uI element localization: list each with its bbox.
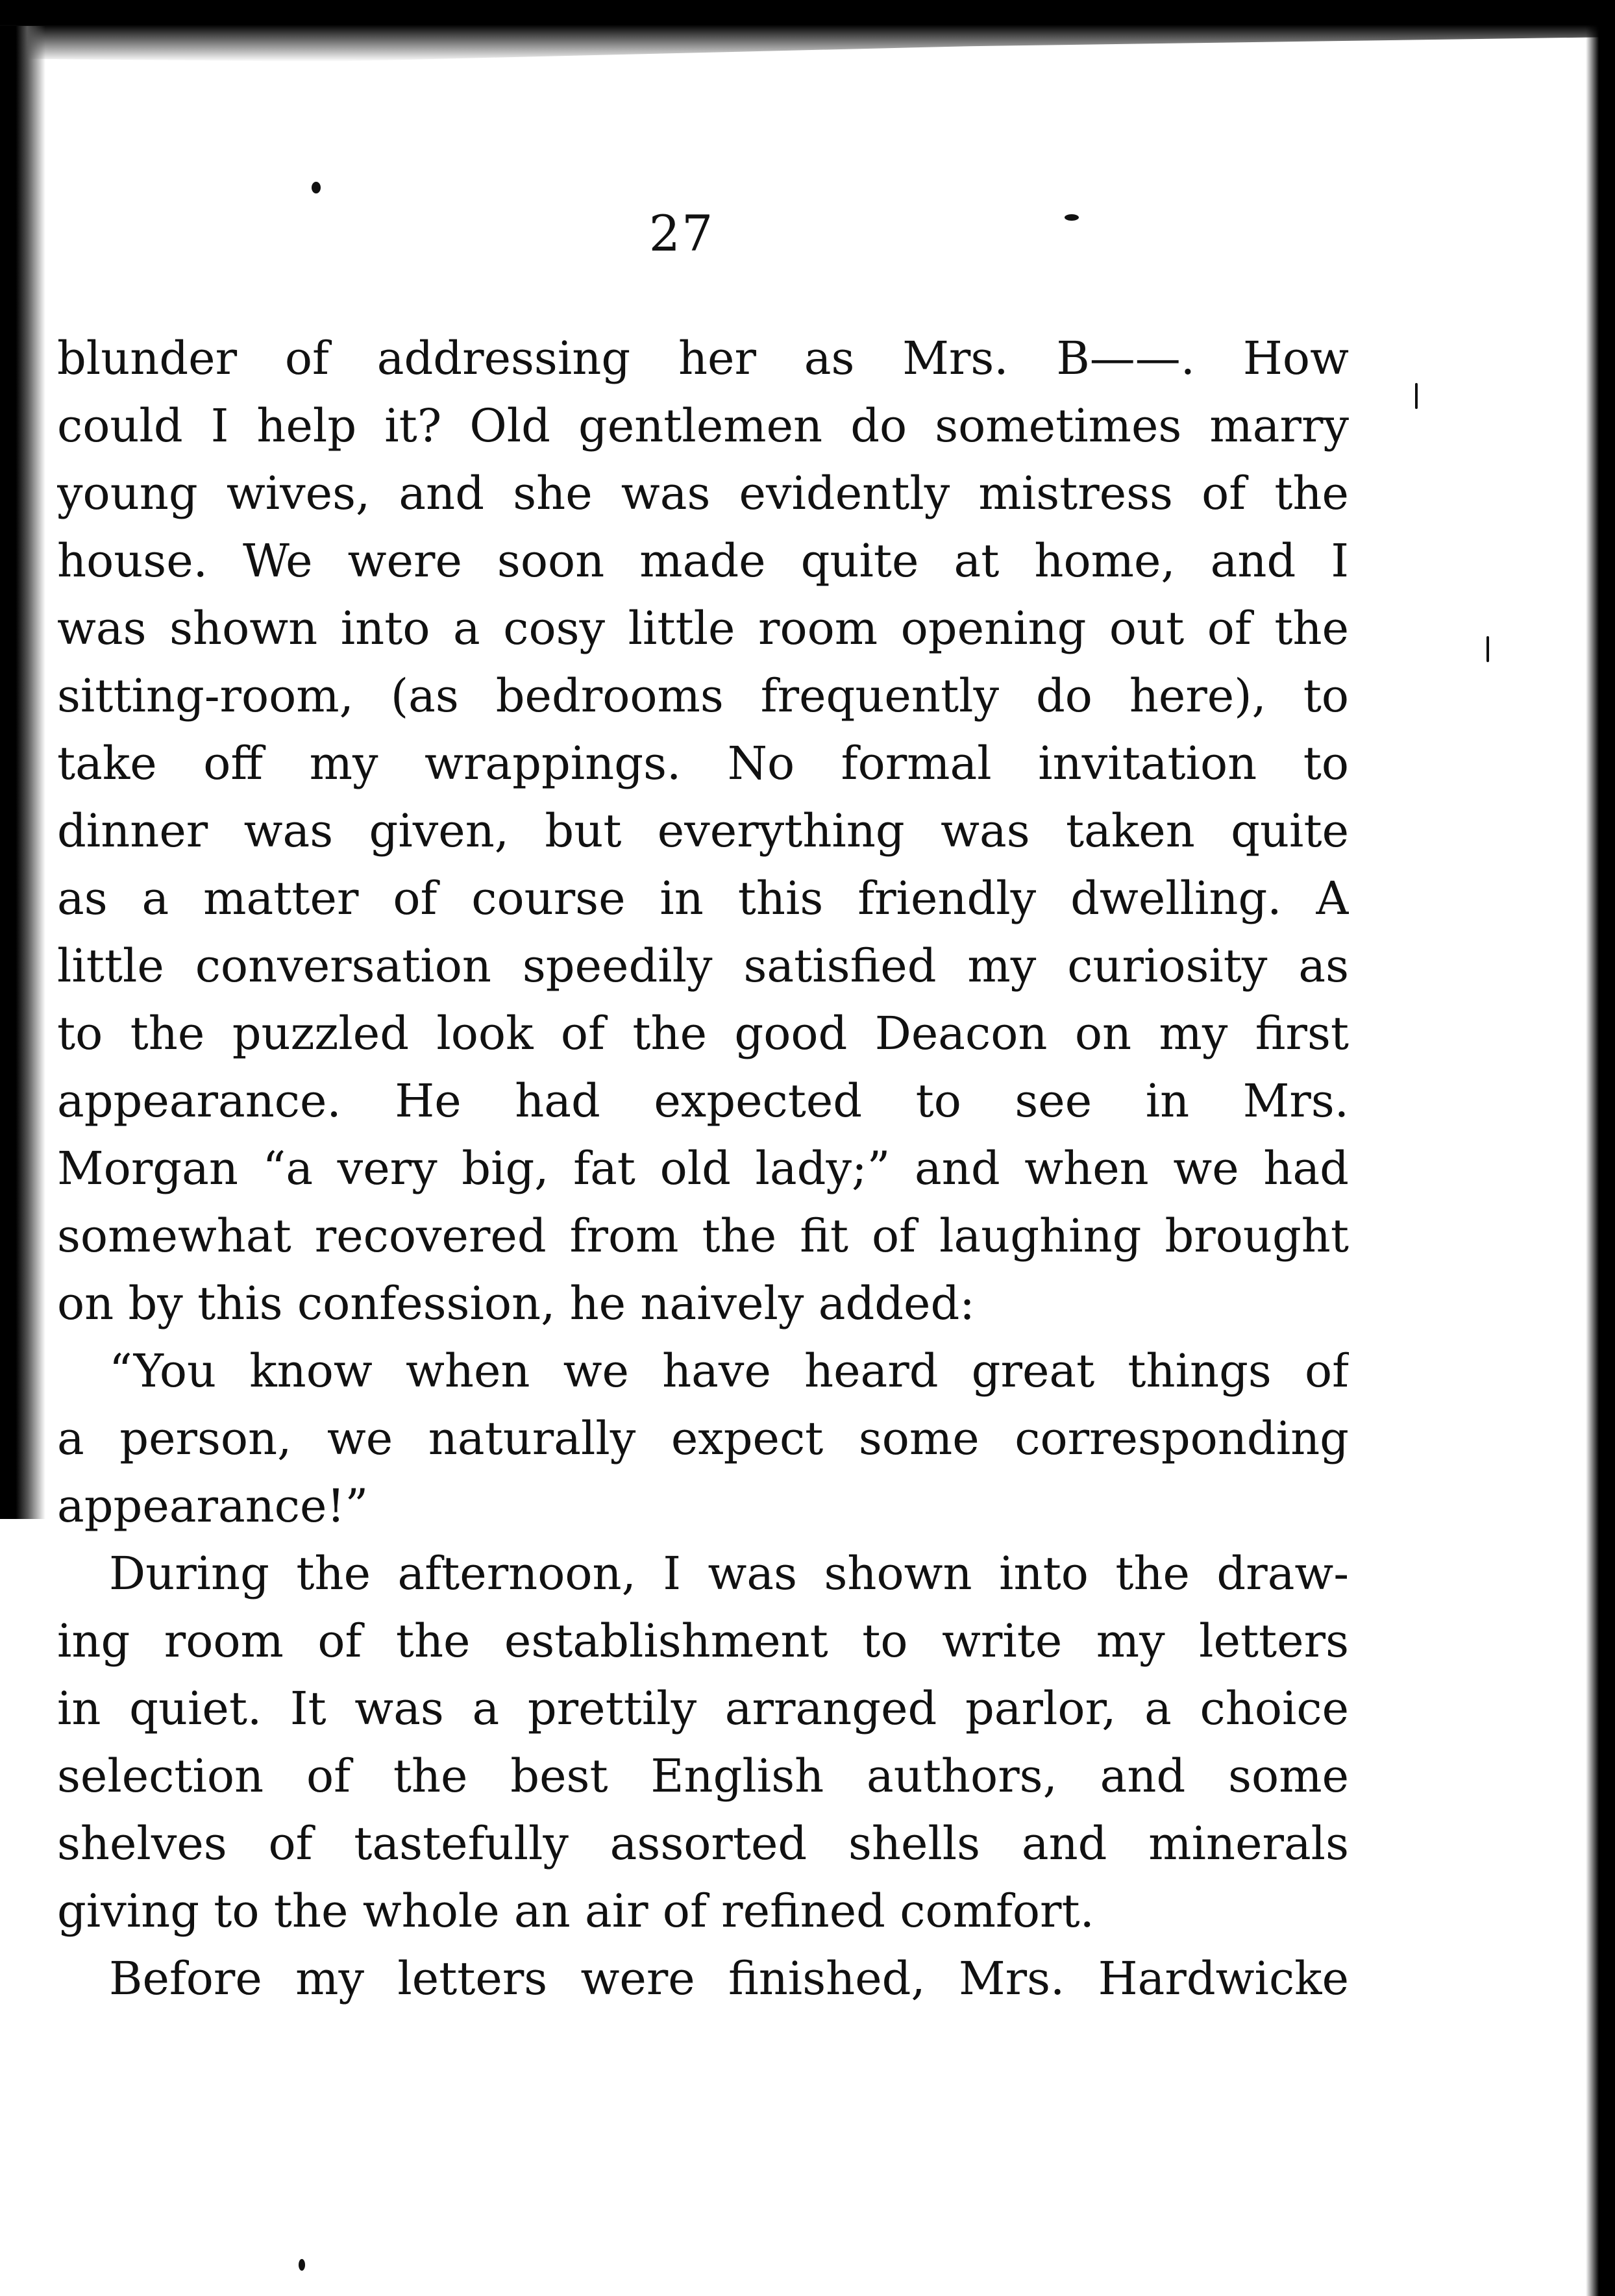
text-line: could I help it? Old gentlemen do sometimes marry <box>57 399 1349 452</box>
text-line: Before my letters were finished, Mrs. Hardwicke <box>109 1952 1349 2005</box>
text-line: take off my wrappings. No formal invitation to <box>57 737 1349 790</box>
text-line: During the afternoon, I was shown into the draw- <box>109 1547 1349 1600</box>
scan-speck <box>1486 636 1489 662</box>
text-line: dinner was given, but everything was taken quite <box>57 804 1349 858</box>
text-line: somewhat recovered from the fit of laughing brought <box>57 1209 1349 1263</box>
page-number: 27 <box>648 204 715 262</box>
text-line: on by this confession, he naively added: <box>57 1277 975 1330</box>
text-line: sitting-room, (as bedrooms frequently do here), to <box>57 669 1349 722</box>
text-line: appearance. He had expected to see in Mrs. <box>57 1074 1349 1128</box>
text-line: selection of the best English authors, and some <box>57 1749 1349 1803</box>
text-line: in quiet. It was a prettily arranged parlor, a choice <box>57 1682 1349 1735</box>
text-line: house. We were soon made quite at home, and I <box>57 534 1349 587</box>
text-line: blunder of addressing her as Mrs. B——. How <box>57 332 1349 385</box>
text-line: to the puzzled look of the good Deacon on my first <box>57 1007 1349 1060</box>
text-line: as a matter of course in this friendly dwelling. A <box>57 872 1349 925</box>
text-line: giving to the whole an air of refined comfort. <box>57 1884 1094 1938</box>
text-line: Morgan “a very big, fat old lady;” and when we had <box>57 1142 1349 1195</box>
scan-speck <box>1065 214 1079 221</box>
scan-speck <box>1415 383 1418 409</box>
text-line: appearance!” <box>57 1479 369 1533</box>
text-line: little conversation speedily satisfied my curiosity as <box>57 939 1349 993</box>
text-line: ing room of the establishment to write my letters <box>57 1614 1349 1668</box>
scan-speck <box>312 182 321 193</box>
scan-border-top <box>0 0 1615 62</box>
scan-speck <box>299 2259 305 2271</box>
scan-border-right <box>1586 0 1615 2296</box>
text-line: was shown into a cosy little room opening out of the <box>57 602 1349 655</box>
text-line: “You know when we have heard great things of <box>109 1344 1349 1398</box>
text-line: young wives, and she was evidently mistress of the <box>57 467 1349 520</box>
text-line: shelves of tastefully assorted shells and minerals <box>57 1817 1349 1870</box>
body-text <box>57 325 1349 2012</box>
text-line: a person, we naturally expect some corresponding <box>57 1412 1349 1465</box>
